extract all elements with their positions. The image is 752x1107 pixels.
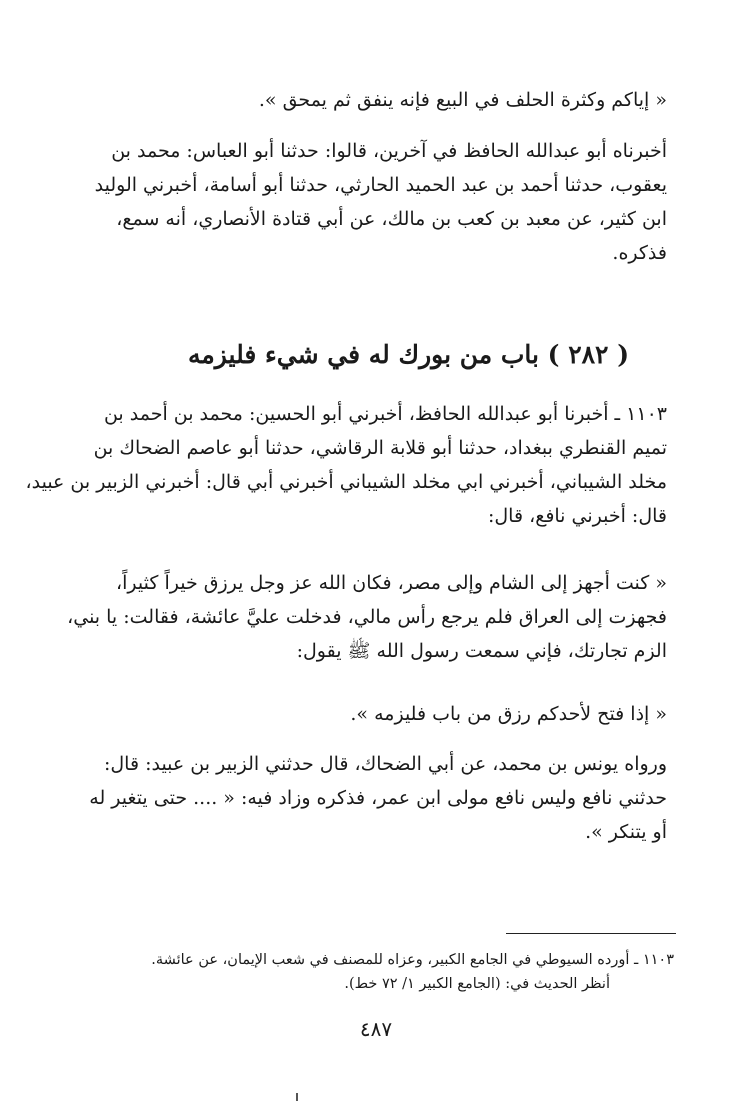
text-line: تميم القنطري ببغداد، حدثنا أبو قلابة الرقاشي، حدثنا أبو عاصم الضحاك بن <box>93 437 667 459</box>
text-line: ابن كثير، عن معبد بن كعب بن مالك، عن أبي قتادة الأنصاري، أنه سمع، <box>116 208 667 230</box>
text-line: فذكره. <box>612 242 667 264</box>
footnote-line: ١١٠٣ ـ أورده السيوطي في الجامع الكبير، وعزاه للمصنف في شعب الإيمان، عن عائشة. <box>151 952 674 968</box>
paragraph-alternate-chain <box>89 747 667 849</box>
paragraph-prophetic-saying <box>150 697 667 731</box>
scan-mark <box>296 1093 298 1101</box>
text-line: مخلد الشيباني، أخبرني ابي مخلد الشيباني أخبرني أبي قال: أخبرني الزبير بن عبيد، <box>25 471 667 493</box>
page-number: ٤٨٧ <box>359 1017 393 1041</box>
text-line: ورواه يونس بن محمد، عن أبي الضحاك، قال حدثني الزبير بن عبيد: قال: <box>103 753 667 775</box>
footnote <box>150 948 674 996</box>
paragraph-narration <box>67 566 667 668</box>
text-line: قال: أخبرني نافع، قال: <box>487 505 667 527</box>
text-line: « إياكم وكثرة الحلف في البيع فإنه ينفق ثم يمحق ». <box>258 89 667 111</box>
text-line: أخبرناه أبو عبدالله الحافظ في آخرين، قالوا: حدثنا أبو العباس: محمد بن <box>111 140 667 162</box>
paragraph-hadith-quote <box>150 83 667 117</box>
text-line: « كنت أجهز إلى الشام وإلى مصر، فكان الله عز وجل يرزق خيراً كثيراً، <box>116 572 667 594</box>
text-line: الزم تجارتك، فإني سمعت رسول الله ﷺ يقول: <box>296 640 667 662</box>
chapter-heading: ( ٢٨٢ ) باب من بورك له في شيء فليزمه <box>187 340 630 369</box>
footnote-divider <box>506 933 676 934</box>
text-line: يعقوب، حدثنا أحمد بن عبد الحميد الحارثي، حدثنا أبو أسامة، أخبرني الوليد <box>94 174 667 196</box>
text-line: ١١٠٣ ـ أخبرنا أبو عبدالله الحافظ، أخبرني أبو الحسين: محمد بن أحمد بن <box>103 403 667 425</box>
footnote-line: أنظر الحديث في: (الجامع الكبير ١/ ٧٢ خط). <box>344 976 610 992</box>
text-line: أو يتنكر ». <box>585 821 667 843</box>
text-line: « إذا فتح لأحدكم رزق من باب فليزمه ». <box>350 703 667 725</box>
paragraph-hadith-1103 <box>25 397 667 533</box>
text-line: فجهزت إلى العراق فلم يرجع رأس مالي، فدخلت عليَّ عائشة، فقالت: يا بني، <box>67 606 667 628</box>
text-line: حدثني نافع وليس نافع مولى ابن عمر، فذكره وزاد فيه: « .... حتى يتغير له <box>89 787 667 809</box>
paragraph-isnad <box>94 134 667 270</box>
